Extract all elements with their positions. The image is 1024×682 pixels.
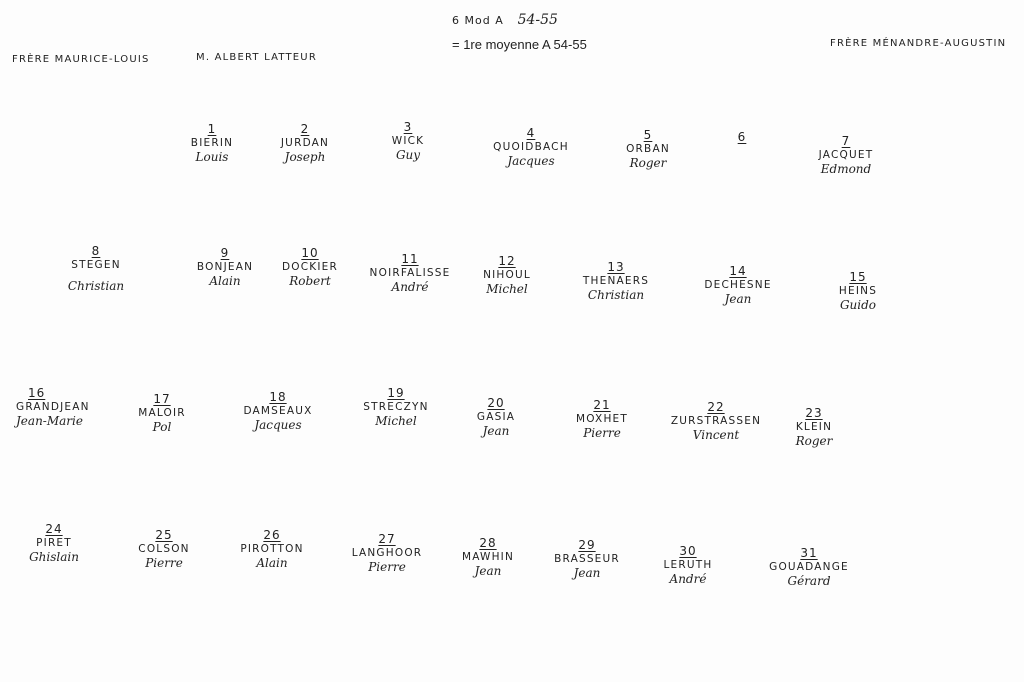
student-last-name: DECHESNE bbox=[704, 279, 772, 291]
student-first-name: Louis bbox=[195, 150, 229, 164]
student-entry bbox=[696, 264, 780, 306]
student-last-name: GASIA bbox=[476, 411, 516, 423]
student-last-name: STEGEN bbox=[71, 259, 121, 271]
student-entry bbox=[664, 400, 768, 442]
student-last-name: GRANDJEAN bbox=[16, 401, 90, 413]
student-number: 16 bbox=[28, 386, 46, 400]
student-number: 9 bbox=[220, 246, 230, 260]
student-number: 3 bbox=[403, 120, 413, 134]
student-last-name: JACQUET bbox=[818, 149, 874, 161]
student-last-name: COLSON bbox=[138, 543, 190, 555]
class-year: 54-55 bbox=[517, 12, 558, 28]
student-entry bbox=[274, 246, 346, 288]
student-entry bbox=[232, 528, 312, 570]
student-last-name: MALOIR bbox=[138, 407, 186, 419]
student-first-name: Vincent bbox=[692, 428, 740, 442]
student-number: 28 bbox=[479, 536, 497, 550]
class-subtitle: = 1re moyenne A 54-55 bbox=[452, 37, 587, 52]
student-number: 26 bbox=[263, 528, 281, 542]
student-last-name: STRECZYN bbox=[363, 401, 429, 413]
student-number: 2 bbox=[300, 122, 310, 136]
student-number: 29 bbox=[578, 538, 596, 552]
student-entry bbox=[190, 122, 234, 164]
student-number: 12 bbox=[498, 254, 516, 268]
student-last-name: DOCKIER bbox=[282, 261, 338, 273]
student-number: 19 bbox=[387, 386, 405, 400]
student-number: 10 bbox=[301, 246, 319, 260]
student-first-name: Edmond bbox=[820, 162, 872, 176]
student-last-name: MOXHET bbox=[576, 413, 628, 425]
class-label: 6 Mod A bbox=[452, 14, 504, 27]
student-last-name: THENAERS bbox=[582, 275, 650, 287]
student-number: 17 bbox=[153, 392, 171, 406]
staff-right: FRÈRE MÉNANDRE-AUGUSTIN bbox=[830, 38, 1007, 49]
student-number: 27 bbox=[378, 532, 396, 546]
student-first-name: Jean-Marie bbox=[16, 414, 83, 428]
student-number: 21 bbox=[593, 398, 611, 412]
student-last-name: BONJEAN bbox=[196, 261, 254, 273]
student-last-name: ORBAN bbox=[626, 143, 670, 155]
student-entry bbox=[58, 244, 134, 293]
student-entry bbox=[385, 120, 431, 162]
student-entry bbox=[486, 126, 576, 168]
student-number: 22 bbox=[707, 400, 725, 414]
student-first-name: Pierre bbox=[145, 556, 183, 570]
student-number: 6 bbox=[737, 130, 747, 144]
student-entry bbox=[362, 252, 458, 294]
student-number: 13 bbox=[607, 260, 625, 274]
student-last-name: PIROTTON bbox=[240, 543, 304, 555]
student-number: 25 bbox=[155, 528, 173, 542]
student-entry bbox=[236, 390, 320, 432]
student-entry bbox=[764, 546, 854, 588]
student-number: 30 bbox=[679, 544, 697, 558]
student-first-name: Pol bbox=[152, 420, 172, 434]
student-number: 1 bbox=[207, 122, 217, 136]
student-entry bbox=[786, 406, 842, 448]
student-last-name: NOIRFALISSE bbox=[369, 267, 451, 279]
student-first-name: Gérard bbox=[787, 574, 831, 588]
student-last-name: JURDAN bbox=[280, 137, 330, 149]
student-entry bbox=[16, 386, 108, 428]
student-number: 14 bbox=[729, 264, 747, 278]
student-entry bbox=[826, 270, 890, 312]
student-last-name: PIRET bbox=[36, 537, 72, 549]
student-last-name: DAMSEAUX bbox=[243, 405, 313, 417]
student-entry bbox=[275, 122, 335, 164]
student-number: 18 bbox=[269, 390, 287, 404]
student-entry bbox=[456, 536, 520, 578]
student-first-name: Jacques bbox=[507, 154, 555, 168]
student-first-name: Jean bbox=[724, 292, 752, 306]
student-first-name: Christian bbox=[587, 288, 645, 302]
staff-left: FRÈRE MAURICE-LOUIS bbox=[12, 54, 150, 65]
student-last-name: LANGHOOR bbox=[351, 547, 423, 559]
student-number: 5 bbox=[643, 128, 653, 142]
student-entry bbox=[572, 260, 660, 302]
student-first-name: Pierre bbox=[583, 426, 621, 440]
student-first-name: Jean bbox=[573, 566, 601, 580]
student-last-name: LERUTH bbox=[663, 559, 713, 571]
student-entry bbox=[548, 538, 626, 580]
student-first-name: Pierre bbox=[368, 560, 406, 574]
student-first-name: Guy bbox=[395, 148, 421, 162]
student-first-name: André bbox=[669, 572, 707, 586]
student-first-name: Guido bbox=[839, 298, 877, 312]
student-first-name: Ghislain bbox=[29, 550, 79, 564]
student-number: 24 bbox=[45, 522, 63, 536]
student-last-name: NIHOUL bbox=[483, 269, 531, 281]
student-first-name: Christian bbox=[67, 279, 125, 293]
student-last-name: BRASSEUR bbox=[554, 553, 620, 565]
student-last-name: MAWHIN bbox=[461, 551, 515, 563]
student-first-name: Roger bbox=[795, 434, 833, 448]
student-entry bbox=[132, 392, 192, 434]
student-entry bbox=[468, 396, 524, 438]
student-last-name: ZURSTRASSEN bbox=[670, 415, 762, 427]
student-last-name: GOUADANGE bbox=[769, 561, 849, 573]
student-entry bbox=[654, 544, 722, 586]
student-entry bbox=[194, 246, 256, 288]
student-first-name: Jean bbox=[482, 424, 510, 438]
student-first-name: Robert bbox=[289, 274, 331, 288]
student-first-name: Michel bbox=[375, 414, 417, 428]
student-first-name: Roger bbox=[629, 156, 667, 170]
student-last-name: WICK bbox=[391, 135, 425, 147]
student-last-name: HEINS bbox=[838, 285, 878, 297]
student-number: 11 bbox=[401, 252, 419, 266]
student-number: 4 bbox=[526, 126, 536, 140]
student-first-name: Jean bbox=[474, 564, 502, 578]
student-entry bbox=[352, 386, 440, 428]
staff-middle: M. ALBERT LATTEUR bbox=[196, 52, 317, 63]
student-entry bbox=[474, 254, 540, 296]
student-entry bbox=[806, 134, 886, 176]
student-last-name: BIERIN bbox=[190, 137, 234, 149]
student-first-name: Jacques bbox=[254, 418, 302, 432]
student-entry bbox=[730, 130, 754, 145]
student-number: 20 bbox=[487, 396, 505, 410]
student-first-name: André bbox=[391, 280, 429, 294]
student-first-name: Alain bbox=[256, 556, 288, 570]
student-number: 15 bbox=[849, 270, 867, 284]
student-entry bbox=[20, 522, 88, 564]
student-number: 8 bbox=[91, 244, 101, 258]
student-number: 23 bbox=[805, 406, 823, 420]
student-entry bbox=[346, 532, 428, 574]
student-entry bbox=[132, 528, 196, 570]
student-first-name: Joseph bbox=[284, 150, 326, 164]
student-first-name: Michel bbox=[486, 282, 528, 296]
student-last-name: QUOIDBACH bbox=[493, 141, 569, 153]
student-first-name: Alain bbox=[209, 274, 241, 288]
student-last-name: KLEIN bbox=[795, 421, 833, 433]
student-entry bbox=[564, 398, 640, 440]
student-number: 31 bbox=[800, 546, 818, 560]
class-title-line bbox=[452, 12, 558, 28]
student-entry bbox=[620, 128, 676, 170]
student-number: 7 bbox=[841, 134, 851, 148]
